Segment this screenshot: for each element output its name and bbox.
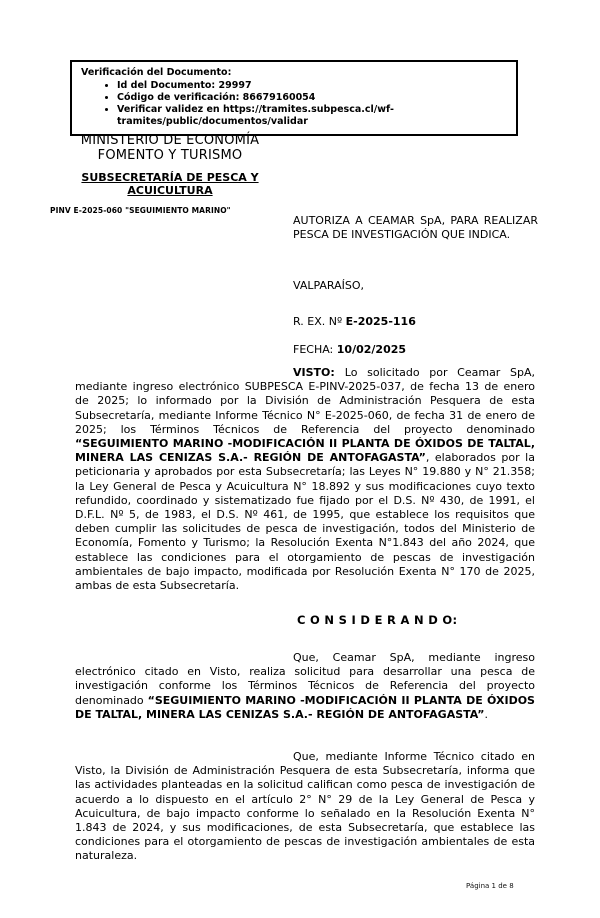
verification-item-code: • Código de verificación: 86679160054 (117, 92, 510, 104)
considerando-heading: C O N S I D E R A N D O: (297, 613, 458, 627)
date-line (293, 343, 406, 356)
page-number: Página 1 de 8 (466, 882, 514, 890)
ministry-line-1: MINISTERIO DE ECONOMÍA (80, 133, 260, 148)
subsecretaria-name (50, 172, 290, 197)
date-value: 10/02/2025 (336, 343, 407, 356)
considerando-paragraph-1: Que, Ceamar SpA, mediante ingreso electrónico citado en Visto, realiza solicitud para desarrollar una pesca de investigación conforme los Términos Técnicos de Referencia del proyecto denominado “SEGUIMIENTO MARINO -MODIFICACIÓN II PLANTA DE ÓXIDOS DE TALTAL, MINERA LAS CENIZAS S.A.- REGIÓN DE ANTOFAGASTA”. (75, 651, 535, 721)
verification-list (81, 80, 510, 128)
ministry-name (50, 134, 290, 163)
resolution-subject: AUTORIZA A CEAMAR SpA, PARA REALIZAR PESCA DE INVESTIGACIÓN QUE INDICA. (293, 214, 538, 242)
resolution-number-line (293, 315, 416, 328)
subsecretaria-line-2: ACUICULTURA (127, 183, 213, 197)
city-line: VALPARAÍSO, (293, 279, 365, 292)
date-label: FECHA: (293, 343, 337, 356)
ministry-line-2: FOMENTO Y TURISMO (97, 147, 243, 163)
verification-item-url: • Verificar validez en https://tramites.subpesca.cl/wf-tramites/public/documentos/validar (117, 104, 510, 128)
resolution-number-label: R. EX. Nº (293, 315, 346, 328)
subsecretaria-line-1: SUBSECRETARÍA DE PESCA Y (81, 171, 259, 184)
letterhead (50, 134, 290, 215)
verification-box (70, 60, 518, 136)
verification-title: Verificación del Documento: (81, 67, 232, 78)
resolution-number-value: E-2025-116 (345, 315, 416, 328)
verification-item-document-id: • Id del Documento: 29997 (117, 80, 510, 92)
pinv-reference: PINV E-2025-060 "SEGUIMIENTO MARINO" (50, 206, 231, 215)
considerando-paragraph-2: Que, mediante Informe Técnico citado en Visto, la División de Administración Pesquera de esta Subsecretaría, informa que las actividades planteadas en la solicitud califican como pesca de investigación de acuerdo a lo dispuesto en el artículo 2° N° 29 de la Ley General de Pesca y Acuicultura, de bajo impacto conforme lo señalado en la Resolución Exenta N° 1.843 de 2024, y sus modificaciones, de esta Subsecretaría, que establece las condiciones para el otorgamiento de pescas de investigación ambientales de esta naturaleza. (75, 750, 535, 863)
visto-paragraph: VISTO: Lo solicitado por Ceamar SpA, mediante ingreso electrónico SUBPESCA E-PINV-2025-037, de fecha 13 de enero de 2025; lo informado por la División de Administración Pesquera de esta Subsecretaría, mediante Informe Técnico N° E-2025-060, de fecha 31 de enero de 2025; los Términos Técnicos de Referencia del proyecto denominado “SEGUIMIENTO MARINO -MODIFICACIÓN II PLANTA DE ÓXIDOS DE TALTAL, MINERA LAS CENIZAS S.A.- REGIÓN DE ANTOFAGASTA”, elaborados por la peticionaria y aprobados por esta Subsecretaría; las Leyes N° 19.880 y N° 21.358; la Ley General de Pesca y Acuicultura N° 18.892 y sus modificaciones cuyo texto refundido, coordinado y sistematizado fue fijado por el D.S. Nº 430, de 1991, el D.F.L. Nº 5, de 1983, el D.S. Nº 461, de 1995, que establece los requisitos que deben cumplir las solicitudes de pesca de investigación, todos del Ministerio de Economía, Fomento y Turismo; la Resolución Exenta N°1.843 del año 2024, que establece las condiciones para el otorgamiento de pescas de investigación ambientales de bajo impacto, modificada por Resolución Exenta N° 170 de 2025, ambas de esta Subsecretaría. (75, 366, 535, 593)
